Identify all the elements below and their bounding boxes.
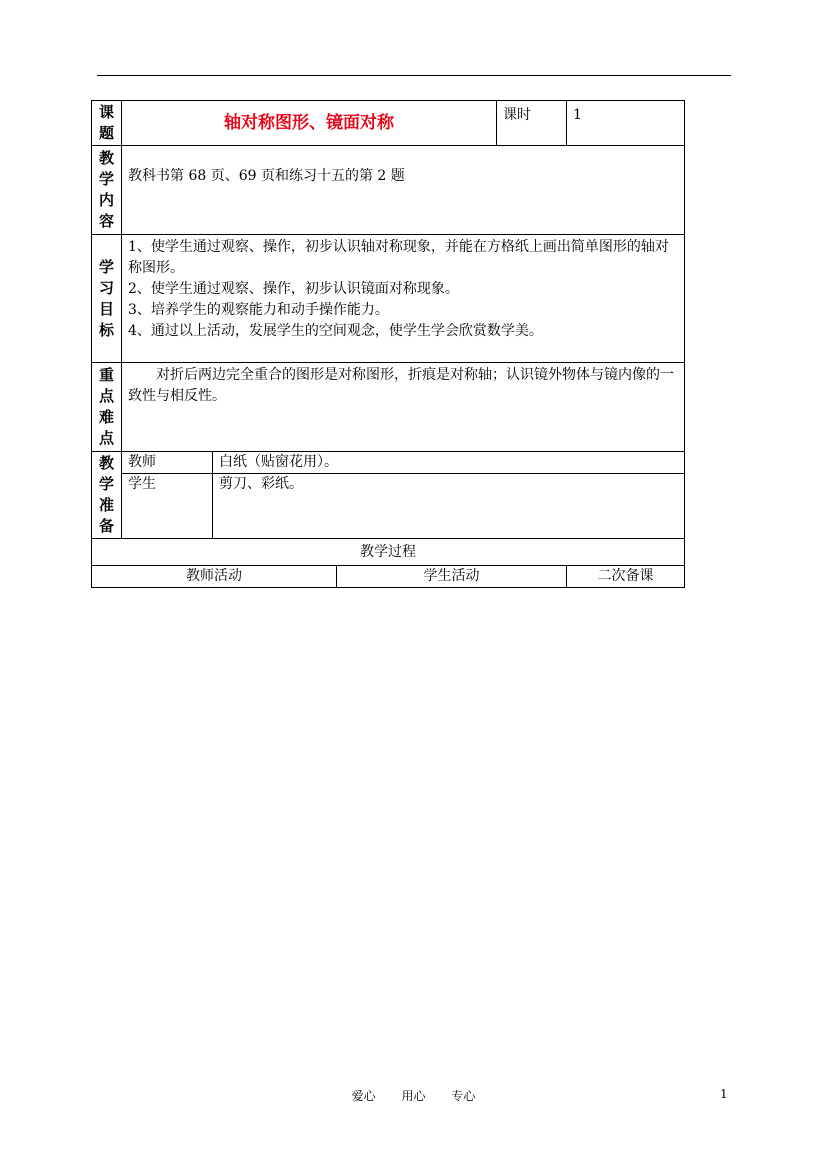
header-rule [97, 75, 731, 76]
prep-items: 剪刀、彩纸。 [213, 474, 685, 539]
prep-row-teacher [92, 452, 685, 474]
periods-label: 课时 [497, 101, 567, 146]
objective-item: 3、培养学生的观察能力和动手操作能力。 [128, 302, 389, 318]
column-header: 二次备课 [567, 566, 685, 588]
content-label: 教学内容 [92, 146, 122, 235]
key-points-label: 重点难点 [92, 363, 122, 452]
prep-items: 白纸（贴窗花用）。 [213, 452, 685, 474]
title-row [92, 101, 685, 146]
footer-motto: 爱心 用心 专心 [351, 1089, 476, 1103]
column-header: 教师活动 [92, 566, 337, 588]
content-row [92, 146, 685, 235]
column-header-row [92, 566, 685, 588]
prep-role: 学生 [122, 474, 213, 539]
lesson-plan-table [91, 100, 685, 588]
page-number: 1 [720, 1087, 728, 1101]
prep-role: 教师 [122, 452, 213, 474]
objective-item: 1、使学生通过观察、操作，初步认识轴对称现象，并能在方格纸上画出简单图形的轴对称图形。 [128, 239, 669, 276]
process-heading: 教学过程 [92, 539, 685, 566]
key-points-row [92, 363, 685, 452]
column-header: 学生活动 [337, 566, 567, 588]
objectives-list [122, 235, 685, 363]
periods-value: 1 [567, 101, 685, 146]
objectives-row [92, 235, 685, 363]
content-text: 教科书第 68 页、69 页和练习十五的第 2 题 [122, 146, 685, 235]
key-points-text: 对折后两边完全重合的图形是对称图形，折痕是对称轴；认识镜外物体与镜内像的一致性与相反性。 [122, 363, 685, 452]
objectives-label: 学习目标 [92, 235, 122, 363]
objective-item: 4、通过以上活动，发展学生的空间观念，使学生学会欣赏数学美。 [128, 323, 543, 339]
lesson-title: 轴对称图形、镜面对称 [122, 101, 497, 146]
process-row [92, 539, 685, 566]
objective-item: 2、使学生通过观察、操作，初步认识镜面对称现象。 [128, 281, 459, 297]
preparation-label: 教学准备 [92, 452, 122, 539]
prep-row-student [92, 474, 685, 539]
title-label: 课题 [92, 101, 122, 146]
